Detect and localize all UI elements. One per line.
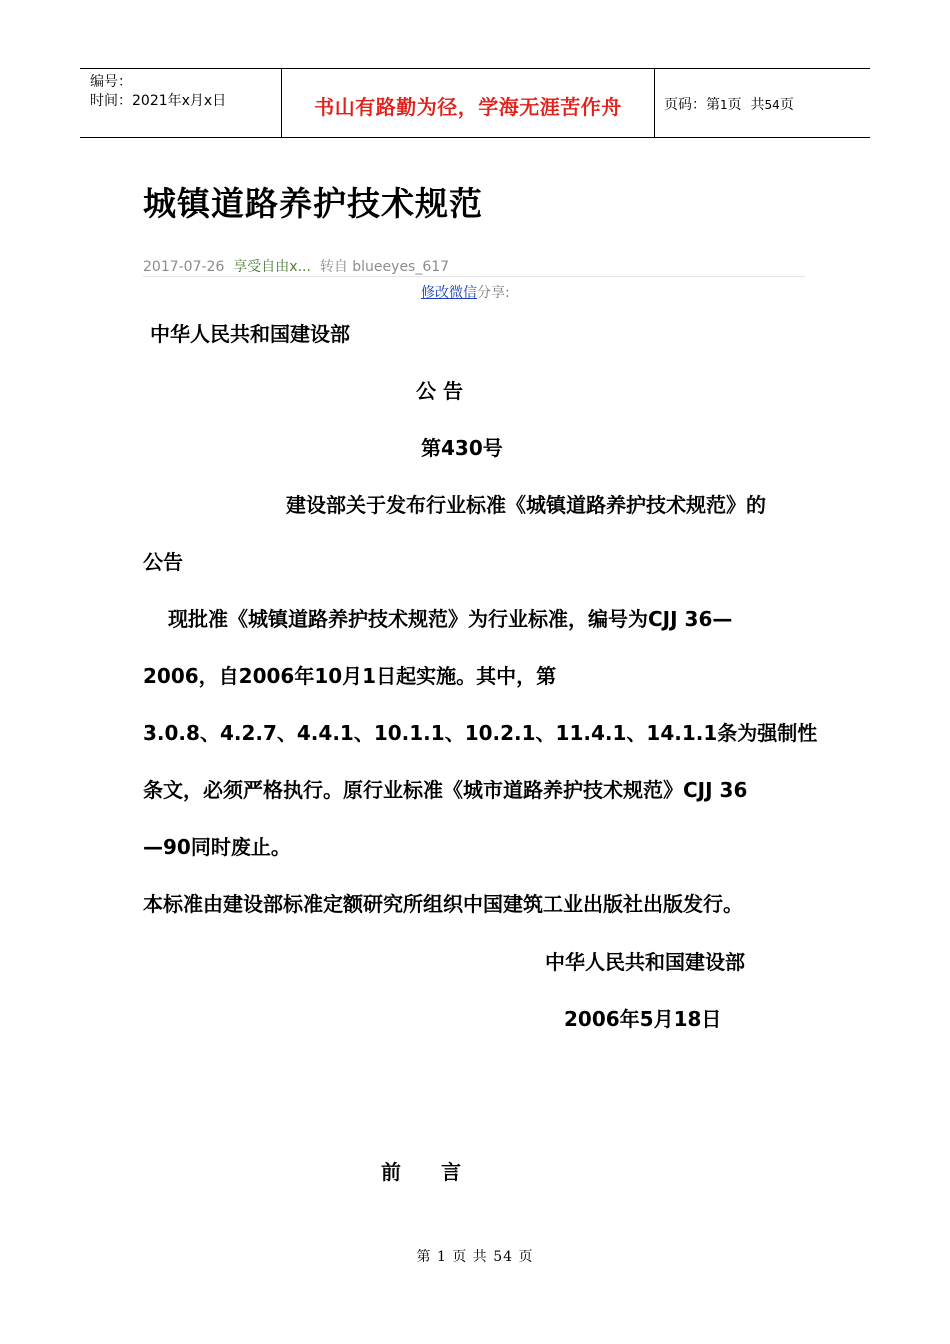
notice-number: 第430号: [421, 436, 503, 460]
header-page-current: 1: [720, 98, 728, 112]
article-title: 城镇道路养护技术规范: [143, 184, 483, 223]
header-divider: [654, 69, 655, 137]
preface-heading: 前 言: [381, 1160, 461, 1184]
article-meta: [143, 256, 449, 276]
article-author-link[interactable]: 享受自由x...: [233, 259, 311, 275]
page-footer: 第 1 页 共 54 页: [416, 1249, 534, 1265]
header-meta: [90, 73, 226, 111]
header-motto: 书山有路勤为径，学海无涯苦作舟: [314, 95, 622, 119]
paragraph-line: 条文，必须严格执行。原行业标准《城市道路养护技术规范》CJJ 36: [143, 778, 748, 802]
paragraph-line: 2006，自2006年10月1日起实施。其中，第: [143, 664, 557, 688]
header-page-info: [664, 94, 794, 114]
paragraph-line: —90同时废止。: [143, 835, 291, 859]
header-number: 编号：: [90, 74, 132, 90]
header-page-prefix: 页码：第: [664, 97, 720, 113]
share-label: 分享:: [477, 285, 510, 301]
notice-title: 公 告: [416, 379, 463, 403]
header-page-total: 54: [764, 98, 780, 112]
paragraph-line: 3.0.8、4.2.7、4.4.1、10.1.1、10.2.1、11.4.1、14.1.1条为强制性: [143, 721, 818, 745]
share-bar: [421, 282, 510, 302]
meta-divider: [143, 276, 805, 277]
notice-heading-line1: 建设部关于发布行业标准《城镇道路养护技术规范》的: [286, 493, 766, 517]
sign-date: 2006年5月18日: [564, 1007, 722, 1031]
paragraph-line: 现批准《城镇道路养护技术规范》为行业标准，编号为CJJ 36—: [168, 607, 733, 631]
edit-wechat-link[interactable]: 修改微信: [421, 285, 477, 301]
signature: 中华人民共和国建设部: [545, 950, 745, 974]
notice-heading-line2: 公告: [143, 550, 183, 574]
document-header: [80, 68, 870, 138]
header-page-suffix: 页: [779, 97, 794, 113]
paragraph-publisher: 本标准由建设部标准定额研究所组织中国建筑工业出版社出版发行。: [143, 892, 743, 916]
article-date: 2017-07-26: [143, 259, 225, 275]
issuer: 中华人民共和国建设部: [150, 322, 350, 346]
article-repost: 转自 blueeyes_617: [319, 259, 450, 275]
header-time: 时间：2021年x月x日: [90, 93, 227, 109]
header-page-mid: 页 共: [727, 97, 765, 113]
